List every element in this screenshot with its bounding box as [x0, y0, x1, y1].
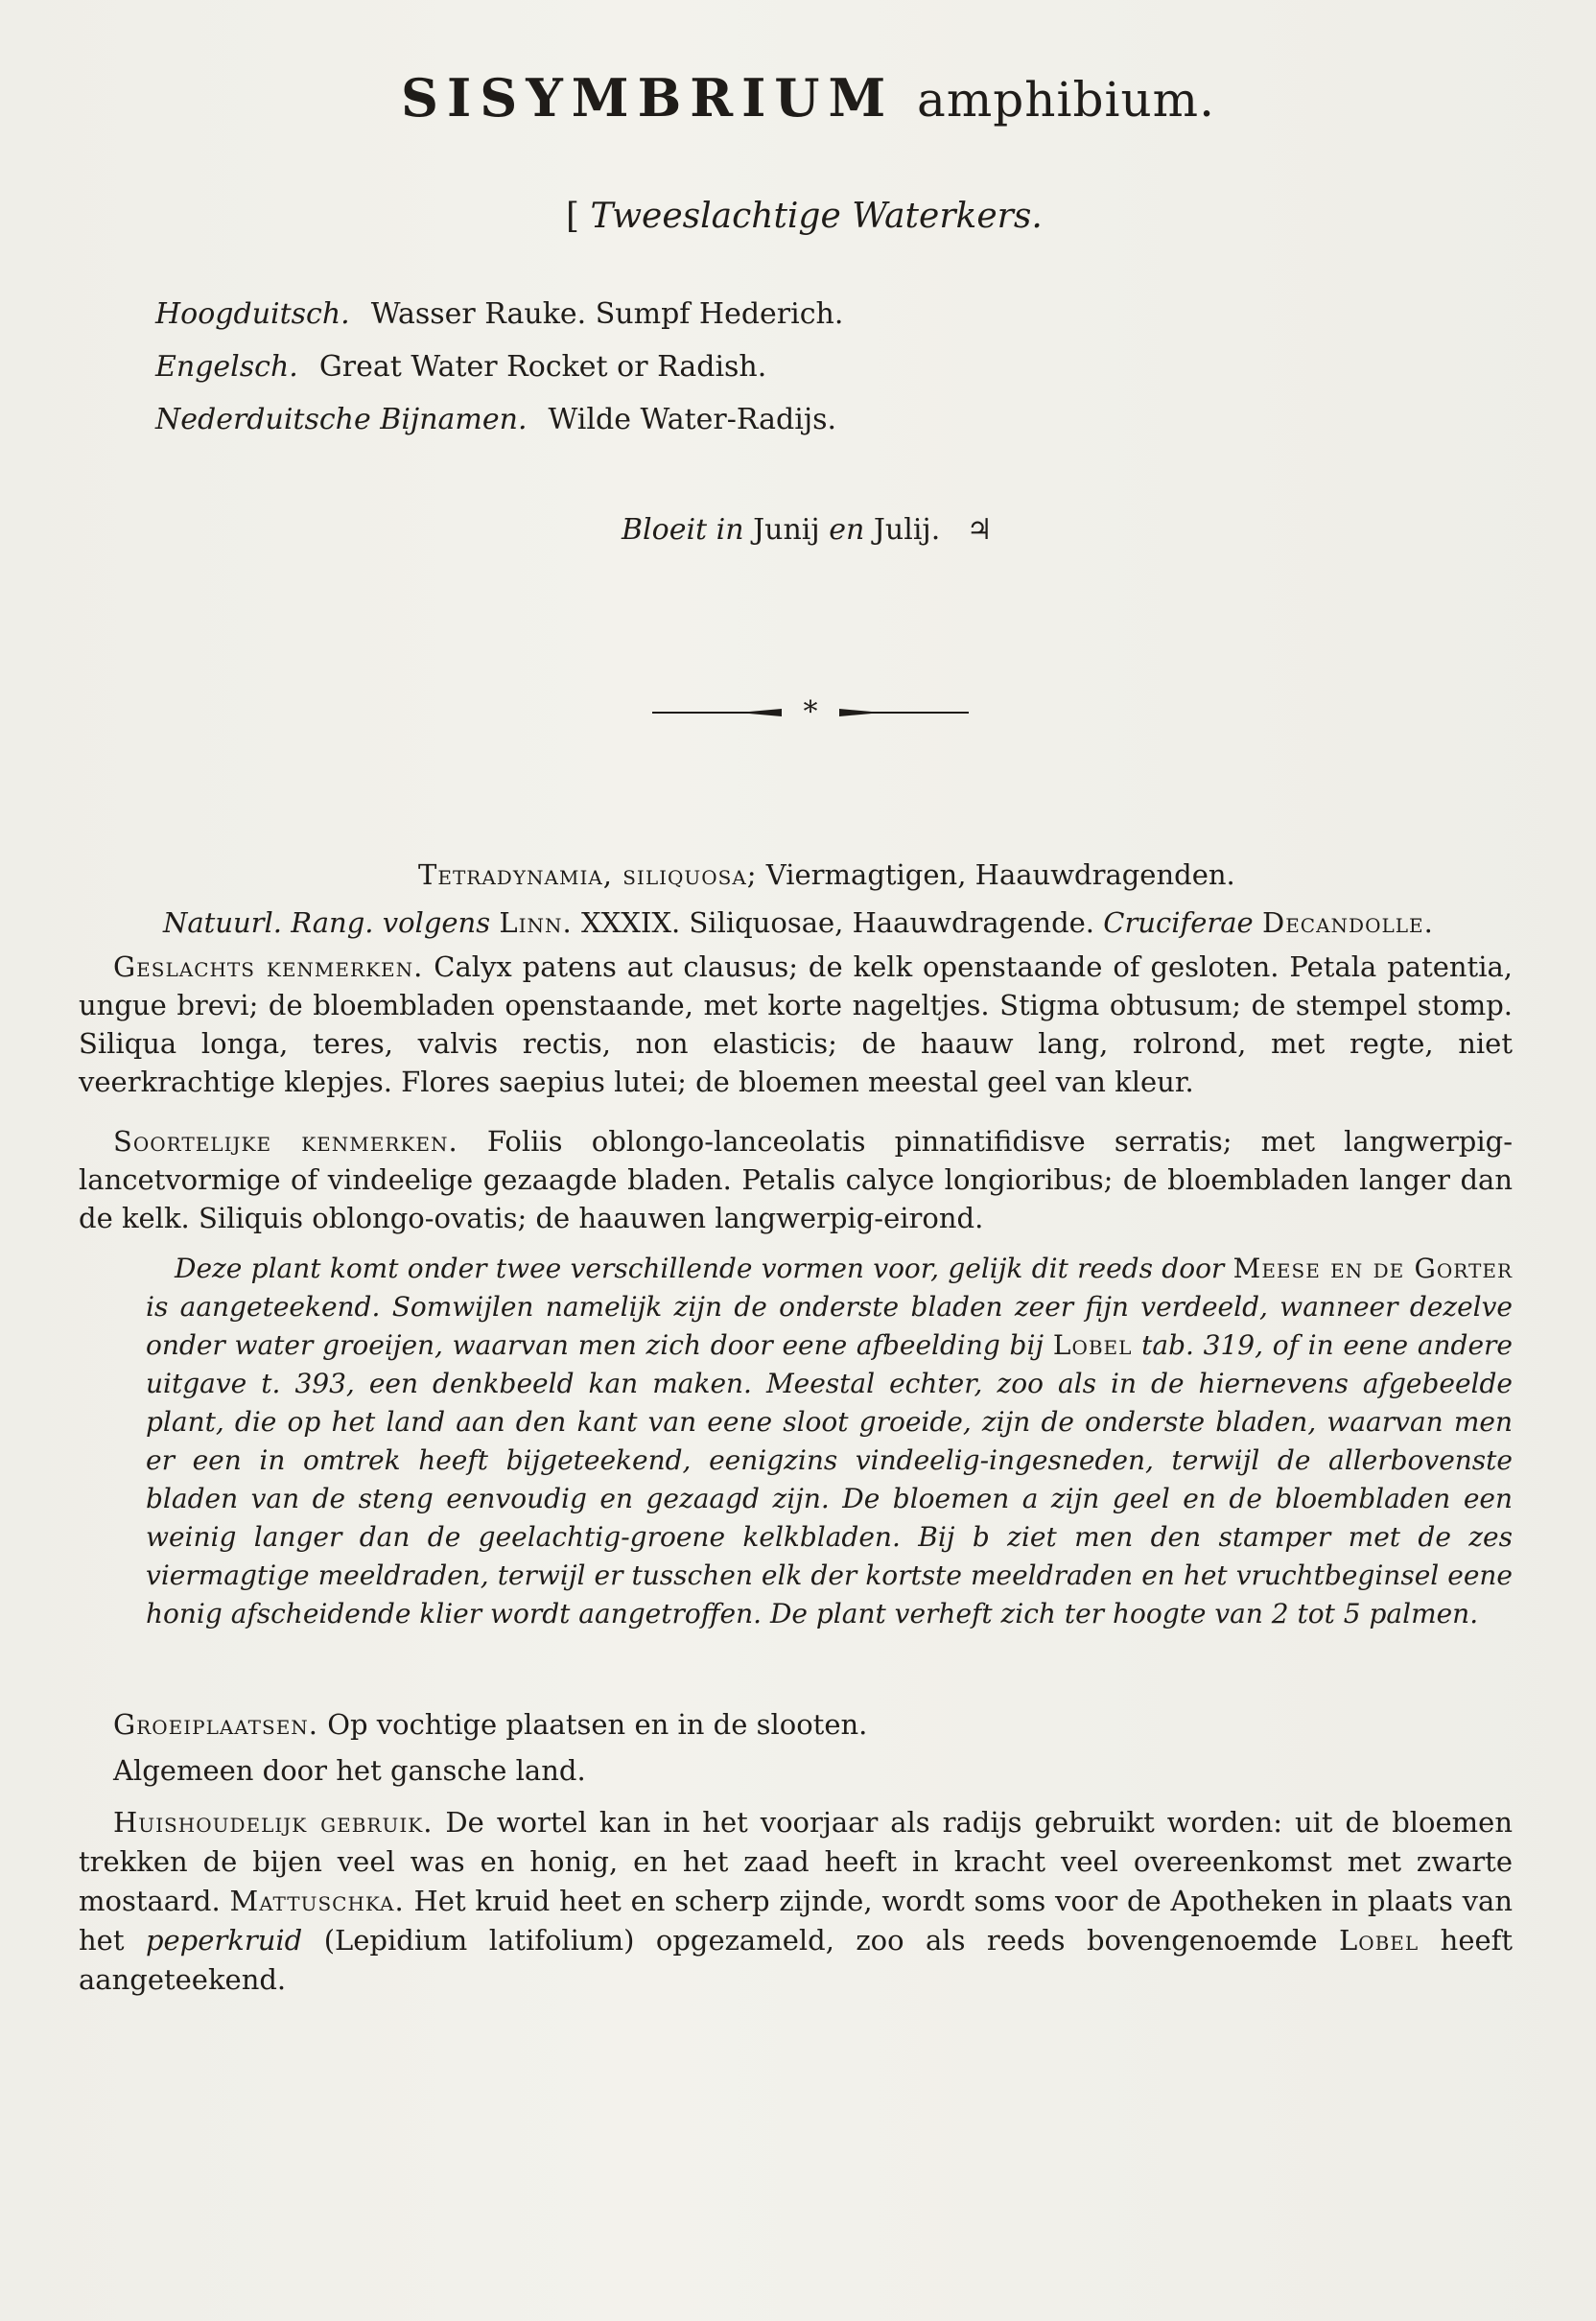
ornamental-divider — [652, 698, 969, 727]
rang-crucifer: Cruciferae — [1103, 906, 1254, 939]
bloei-month-1: Junij — [753, 513, 820, 547]
bloei-month-2: Julij. — [873, 513, 941, 547]
svg-text:*: * — [803, 698, 818, 727]
habitat-text: Op vochtige plaatsen en in de slooten. — [327, 1708, 868, 1741]
rang-linn: Linn. — [499, 906, 573, 939]
bloei-en: en — [829, 513, 865, 547]
household-use-text-4: heeft aangeteekend. — [79, 1924, 1514, 1996]
synonym-names: Wasser Rauke. Sumpf Hederich. — [370, 297, 844, 331]
species-characteristics-text: Foliis oblongo-lanceolatis pinnatifidisve serratis; met langwerpig-lancetvormige of vindeelige gezaagde bladen. Petalis calyce longioribus; de bloembladen langer dan de kelk. Siliquis oblongo-ovatis; de haauwen langwerpig-eirond. — [79, 1125, 1514, 1234]
synonym-language: Hoogduitsch. — [155, 297, 350, 331]
bloei-in: in — [716, 513, 744, 547]
synonym-names: Wilde Water-Radijs. — [548, 403, 837, 436]
rang-decandolle: Decandolle. — [1261, 906, 1434, 939]
genus-characteristics-lead: Geslachts kenmerken. — [113, 950, 424, 983]
dutch-name: [ Tweeslachtige Waterkers. — [566, 197, 1043, 236]
habitat-distribution-text: Algemeen door het gansche land. — [113, 1754, 586, 1787]
synonym-language: Nederduitsche Bijnamen. — [155, 403, 528, 436]
rang-text: XXXIX. Siliquosae, Haauwdragende. — [580, 906, 1095, 939]
flowering-period — [622, 513, 993, 547]
description-lobel: Lobel — [1052, 1329, 1133, 1361]
species-characteristics-lead: Soortelijke kenmerken. — [113, 1125, 458, 1158]
classification-lead: Tetradynamia, siliquosa; — [418, 858, 758, 891]
species-name: amphibium. — [917, 72, 1215, 128]
natural-rank-line — [163, 906, 1434, 939]
plant-description — [146, 1250, 1513, 1633]
habitat-distribution — [113, 1751, 1514, 1790]
description-authors: Meese en de Gorter — [1232, 1253, 1513, 1284]
genus-characteristics-text: Calyx patens aut clausus; de kelk openstaande of gesloten. Petala patentia, ungue brevi; de bloembladen openstaande, met korte nageltjes. Stigma obtusum; de stempel stomp. Siliqua longa, teres, valvis rectis, non elasticis; de haauw lang, rolrond, met regte, niet veerkrachtige klepjes. Flores saepius lutei; de bloemen meestal geel van kleur. — [79, 950, 1513, 1098]
page-title — [401, 67, 1215, 129]
household-use-author: Mattuschka. — [229, 1885, 405, 1917]
household-use — [79, 1803, 1513, 2000]
species-characteristics — [79, 1122, 1513, 1237]
household-use-text-2: Het kruid heet en scherp zijnde, wordt soms voor de Apotheken in plaats van het — [79, 1885, 1513, 1957]
household-use-lobel: Lobel — [1338, 1924, 1420, 1957]
synonym-line-3 — [155, 403, 836, 436]
bloei-label: Bloeit — [622, 513, 708, 547]
perennial-symbol: ♃ — [966, 513, 993, 547]
synonym-language: Engelsch. — [155, 350, 298, 384]
description-part-3: tab. 319, of in eene andere uitgave t. 393, een denkbeeld kan maken. Meestal echter, zoo als in de hiernevens afgebeelde plant, die op het land aan den kant van eene sloot groeide, zijn de onderste bladen, waarvan men er een in omtrek heeft bijgeteekend, eenigzins vindeelig-ingesneden, terwijl de allerbovenste bladen van de steng eenvoudig en gezaagd zijn. De bloemen a zijn geel en de bloembladen een weinig langer dan de geelachtig-groene kelkbladen. Bij b ziet men den stamper met de zes viermagtige meeldraden, terwijl er tusschen elk der kortste meeldraden en het vruchtbeginsel eene honig afscheidende klier wordt aangetroffen. De plant verheft zich ter hoogte van 2 tot 5 palmen. — [146, 1329, 1514, 1629]
household-use-lead: Huishoudelijk gebruik. — [113, 1806, 434, 1839]
genus-characteristics — [79, 948, 1513, 1101]
household-use-text-3: (Lepidium latifolium) opgezameld, zoo als reeds bovengenoemde — [323, 1924, 1318, 1957]
habitat-lead: Groeiplaatsen. — [113, 1708, 319, 1741]
synonym-names: Great Water Rocket or Radish. — [318, 350, 767, 384]
classification-text: Viermagtigen, Haauwdragenden. — [765, 858, 1235, 891]
dutch-name-text: Tweeslachtige Waterkers. — [590, 197, 1043, 236]
household-use-peperkruid: peperkruid — [145, 1924, 303, 1957]
description-part-2: is aangeteekend. Somwijlen namelijk zijn de onderste bladen zeer fijn verdeeld, wanneer dezelve onder water groeijen, waarvan men zich door eene afbeelding bij — [146, 1291, 1513, 1361]
rang-label: Natuurl. Rang. volgens — [163, 906, 491, 939]
classification-line — [418, 858, 1235, 891]
household-use-text-1: De wortel kan in het voorjaar als radijs gebruikt worden: uit de bloemen trekken de bijen veel was en honig, en het zaad heeft in kracht veel overeenkomst met zwarte mostaard. — [79, 1806, 1513, 1917]
genus-name: SISYMBRIUM — [401, 67, 895, 129]
description-part-1: Deze plant komt onder twee verschillende vormen voor, gelijk dit reeds door — [175, 1253, 1225, 1284]
synonym-line-1 — [155, 297, 843, 331]
synonym-line-2 — [155, 350, 766, 384]
habitat — [79, 1705, 1513, 1744]
